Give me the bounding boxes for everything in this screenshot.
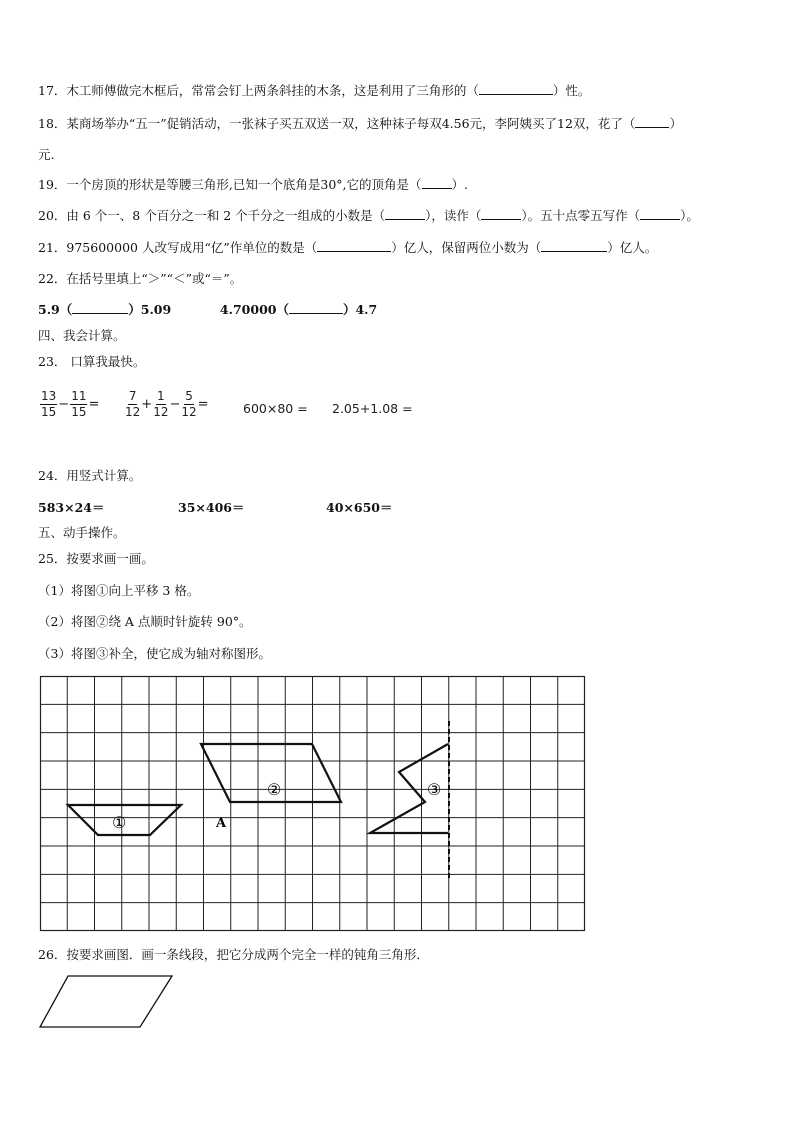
section-5-heading <box>38 525 126 541</box>
q25-grid-figure[interactable] <box>40 676 586 932</box>
fraction: $\frac{1}{12}$ <box>153 389 169 419</box>
answer-blank[interactable] <box>72 302 128 314</box>
q22-b-left: 4.70000（ <box>219 302 289 317</box>
q25-step-3: （3）将图③补全，使它成为轴对称图形。 <box>38 646 271 661</box>
section-4-title: 四、我会计算。 <box>38 328 126 343</box>
q24-expr-1: 583×24＝ <box>38 500 105 515</box>
q22-b-right: ）4.7 <box>342 302 378 317</box>
question-26 <box>38 947 429 963</box>
q23-title: 23． 口算我最快。 <box>38 354 146 369</box>
shape-1-label: ① <box>112 813 127 832</box>
q24-expr-2: 35×406＝ <box>178 500 245 515</box>
question-22 <box>38 271 242 287</box>
question-24 <box>38 468 141 484</box>
q23-expr-4: 2.05+1.08 = <box>332 401 413 416</box>
q22-title: 22．在括号里填上“＞”“＜”或“＝”。 <box>38 271 243 286</box>
q18-text-b: ） <box>669 116 682 131</box>
q25-title: 25．按要求画一画。 <box>38 551 154 566</box>
q20-text-b: ），读作（ <box>425 208 482 223</box>
q18-text-a: 18．某商场举办“五一”促销活动，一张袜子买五双送一双，这种袜子每双4.56元，李阿姨买了12双，花了（ <box>38 116 636 131</box>
question-17 <box>38 83 590 99</box>
answer-blank[interactable] <box>481 208 521 220</box>
answer-blank[interactable] <box>541 240 607 252</box>
fraction: $\frac{13}{15}$ <box>41 389 57 419</box>
question-18-continuation <box>38 147 54 163</box>
q22-a-left: 5.9（ <box>38 302 73 317</box>
question-21 <box>38 240 657 256</box>
fraction: $\frac{5}{12}$ <box>181 389 197 419</box>
q17-text-b: ）性。 <box>552 83 591 98</box>
q22-compare-row <box>38 302 377 318</box>
fraction: $\frac{7}{12}$ <box>125 389 141 419</box>
fraction: $\frac{11}{15}$ <box>71 389 87 419</box>
shape-3-label: ③ <box>427 780 442 799</box>
q24-expr-3: 40×650＝ <box>326 500 393 515</box>
answer-blank[interactable] <box>479 83 553 95</box>
question-23 <box>38 354 145 370</box>
q21-text-b: ）亿人，保留两位小数为（ <box>391 240 542 255</box>
shape-2-label: ② <box>267 780 282 799</box>
question-18 <box>38 116 682 132</box>
q26-parallelogram-figure[interactable] <box>38 974 178 1030</box>
q20-text-d: ）。 <box>680 208 699 223</box>
q21-text-c: ）亿人。 <box>607 240 658 255</box>
answer-blank[interactable] <box>635 116 669 128</box>
q21-text-a: 21．975600000 人改写成用“亿”作单位的数是（ <box>38 240 318 255</box>
q23-expr-2: $\frac{7}{12}$ + $\frac{1}{12}$ − $\frac{5}{12}$ = <box>125 389 209 419</box>
section-4-heading <box>38 328 126 344</box>
q23-expr-3: 600×80 = <box>243 401 308 416</box>
q17-text-a: 17．木工师傅做完木框后，常常会钉上两条斜挂的木条，这是利用了三角形的（ <box>38 83 479 98</box>
q19-text-a: 19．一个房顶的形状是等腰三角形,已知一个底角是30°,它的顶角是（ <box>38 177 422 192</box>
q22-a-right: ）5.09 <box>128 302 172 317</box>
answer-blank[interactable] <box>640 208 680 220</box>
grid-lines <box>40 676 585 931</box>
point-a-label: A <box>216 816 227 831</box>
q19-text-b: ）. <box>451 177 468 192</box>
q24-title: 24．用竖式计算。 <box>38 468 142 483</box>
answer-blank[interactable] <box>422 177 452 189</box>
q26-title: 26．按要求画图．画一条线段，把它分成两个完全一样的钝角三角形． <box>38 947 429 962</box>
answer-blank[interactable] <box>385 208 425 220</box>
q23-expr-1: $\frac{13}{15}$ − $\frac{11}{15}$ = <box>41 389 100 419</box>
parallelogram-shape <box>40 976 172 1027</box>
q25-step-2: （2）将图②绕 A 点顺时针旋转 90°。 <box>38 614 252 629</box>
q20-text-c: ）。五十点零五写作（ <box>521 208 641 223</box>
q25-step-1: （1）将图①向上平移 3 格。 <box>38 583 200 598</box>
answer-blank[interactable] <box>317 240 391 252</box>
q18-text-c: 元. <box>38 147 55 162</box>
question-20 <box>38 208 699 224</box>
answer-blank[interactable] <box>289 302 343 314</box>
question-19 <box>38 177 468 193</box>
question-25 <box>38 551 154 567</box>
q20-text-a: 20．由 6 个一、8 个百分之一和 2 个千分之一组成的小数是（ <box>38 208 386 223</box>
section-5-title: 五、动手操作。 <box>38 525 126 540</box>
